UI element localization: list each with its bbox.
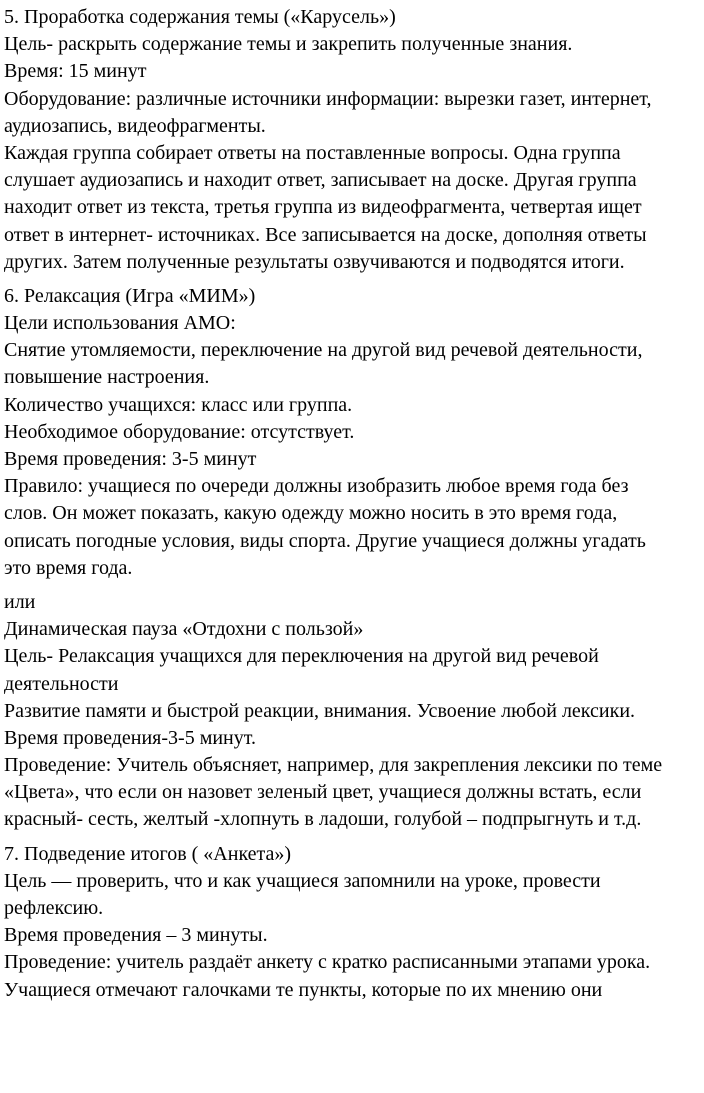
text-line: Проведение: Учитель объясняет, например, для закрепления лексики по теме — [4, 754, 663, 777]
section-7-heading: 7. Подведение итогов ( «Анкета») — [4, 842, 292, 865]
text-line: Цель- Релаксация учащихся для переключения на другой вид речевой — [4, 645, 599, 668]
section-5-heading: 5. Проработка содержания темы («Карусель») — [4, 6, 396, 28]
text-line: красный- сесть, желтый -хлопнуть в ладоши, голубой – подпрыгнуть и т.д. — [4, 808, 642, 831]
text-line: «Цвета», что если он назовет зеленый цвет, учащиеся должны встать, если — [4, 781, 642, 804]
text-line: Цель- раскрыть содержание темы и закрепить полученные знания. — [4, 33, 573, 56]
text-line: находит ответ из текста, третья группа из видеофрагмента, четвертая ищет — [4, 196, 642, 219]
text-line: Время проведения-3-5 минут. — [4, 726, 256, 749]
text-line: Проведение: учитель раздаёт анкету с кратко расписанными этапами урока. — [4, 951, 651, 974]
text-line: это время года. — [4, 556, 133, 579]
text-line: Время: 15 минут — [4, 60, 147, 83]
paragraph-gap — [4, 834, 704, 841]
text-line: повышение настроения. — [4, 366, 210, 389]
text-line: описать погодные условия, виды спорта. Другие учащиеся должны угадать — [4, 529, 646, 552]
text-line: ответ в интернет- источниках. Все записывается на доске, дополняя ответы — [4, 223, 647, 246]
section-6-heading: 6. Релаксация (Игра «МИМ») — [4, 284, 256, 307]
text-line: Время проведения: 3-5 минут — [4, 448, 257, 470]
text-line: Необходимое оборудование: отсутствует. — [4, 420, 355, 443]
dynamic-pause-heading: Динамическая пауза «Отдохни с пользой» — [4, 618, 364, 641]
paragraph-gap — [4, 582, 704, 589]
text-line: Оборудование: различные источники информации: вырезки газет, интернет, — [4, 87, 652, 110]
text-line: слушает аудиозапись и находит ответ, записывает на доске. Другая группа — [4, 169, 637, 192]
paragraph-gap — [4, 276, 704, 283]
text-line: Правило: учащиеся по очереди должны изобразить любое время года без — [4, 475, 629, 498]
text-line: Развитие памяти и быстрой реакции, внимания. Усвоение любой лексики. — [4, 699, 636, 722]
text-line: слов. Он может показать, какую одежду можно носить в это время года, — [4, 502, 618, 525]
text-line: Учащиеся отмечают галочками те пункты, которые по их мнению они — [4, 978, 603, 1001]
text-line: Цель — проверить, что и как учащиеся запомнили на уроке, провести — [4, 869, 601, 892]
text-line: Цели использования АМО: — [4, 312, 236, 335]
text-line: рефлексию. — [4, 897, 104, 919]
text-line: аудиозапись, видеофрагменты. — [4, 114, 266, 137]
text-line: Время проведения – 3 минуты. — [4, 924, 268, 947]
text-line: деятельности — [4, 672, 119, 695]
text-line: Каждая группа собирает ответы на поставленные вопросы. Одна группа — [4, 141, 621, 164]
text-line: Количество учащихся: класс или группа. — [4, 393, 353, 416]
text-line: других. Затем полученные результаты озвучиваются и подводятся итоги. — [4, 250, 625, 273]
text-line: Снятие утомляемости, переключение на другой вид речевой деятельности, — [4, 339, 643, 362]
text-line-or: или — [4, 590, 36, 613]
